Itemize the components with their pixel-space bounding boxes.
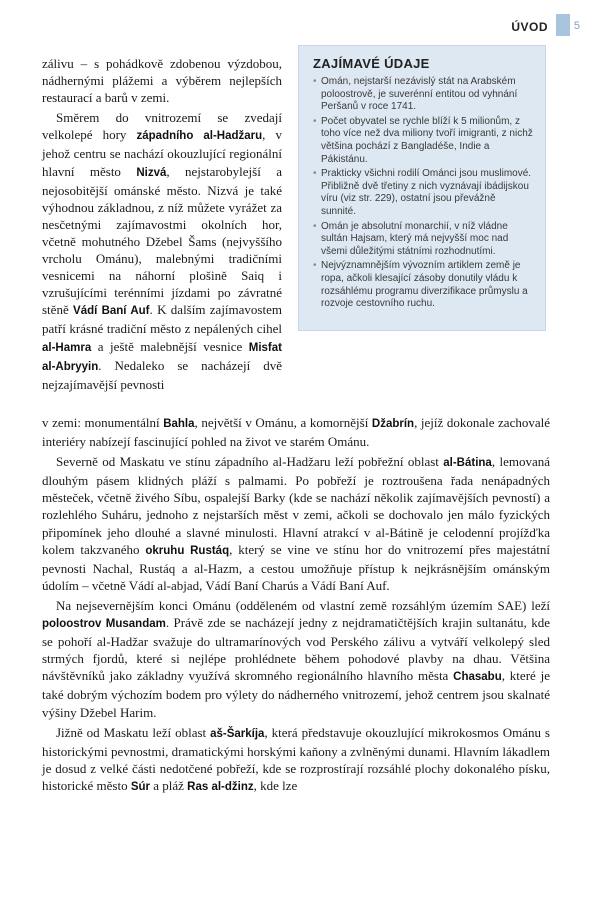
paragraph-sharqiya: [42, 724, 550, 796]
text: , v jehož centru se nachází okouzlující regionální hlavní město: [42, 127, 282, 179]
page-number-tab: [556, 14, 570, 36]
page-number: 5: [573, 20, 580, 32]
text: , která představuje okouzlující mikrokosmos Ománu s historickými pevnostmi, dramatickými horskými kaňony a zvlněnými dunami. Hlavním lákadlem je dosud z velké části nedotčené pobřeží, kde se rozprostírají rozsáhlé plochy dokonalého písku, historické město: [42, 724, 550, 793]
facts-sidebar: [298, 45, 546, 331]
place-name: Vádí Baní Auf: [73, 305, 150, 318]
paragraph-batina: [42, 453, 550, 594]
place-name: Ras al-džinz: [187, 780, 254, 793]
place-name: okruhu Rustáq: [145, 544, 230, 557]
text: Na nejsevernějším konci Ománu (odděleném od vlastní země rozsáhlým územím SAE) leží: [56, 597, 550, 613]
sidebar-title: ZAJÍMAVÉ ÚDAJE: [313, 56, 430, 71]
sidebar-item: • Omán je absolutní monarchií, v níž vládne sultán Hajsam, který má nejvyšší moc nad všemi důležitými státními rozhodnutími.: [313, 221, 533, 259]
sidebar-list: [313, 76, 533, 311]
place-name: al-Hamra: [42, 341, 92, 354]
text: . Nedaleko se nacházejí dvě nejzajímavější pevnosti: [42, 357, 282, 392]
text: a ještě malebnější vesnice: [91, 338, 249, 354]
text: , které je také dobrým výchozím bodem pro výlety do nádherného vnitrozemí, jehož centrem jsou skalnaté výšiny Džebel Harim.: [42, 668, 550, 720]
place-name: Bahla: [163, 418, 195, 430]
text: v zemi: monumentální: [42, 415, 164, 430]
sidebar-item: • Prakticky všichni rodilí Ománci jsou muslimové. Přibližně dvě třetiny z nich vyznávají ibádijskou víru (viz str. 229), ostatní jsou převážně sunnité.: [313, 168, 533, 218]
place-name: Súr: [130, 780, 150, 793]
place-name: poloostrov Musandam: [42, 618, 166, 631]
text: , největší v Ománu, a komornější: [194, 415, 372, 430]
text: , který se vine ve stínu hor do vnitrozemí přes majestátní pevnosti Nachal, Rustáq a al-Hazm, a cestou umožňuje přístup k nejkrásnějším ománským údolím – včetně Vádí al-abjad, Vádí Baní Charús a Vádí Baní Auf.: [42, 541, 550, 593]
running-head: ÚVOD: [511, 20, 548, 34]
text: , nejstarobylejší a nejosobitější ománské město. Nizvá je také výhodnou základnou, z níž můžete vyrážet za nesčetnými zajímavostmi okolních hor, včetně mohutného Džebel Šams (nejvyššího vrcholu Ománu), malebnými tradičními vesnicemi na náhorní plošině Saiq i vzrušujícími terénními jízdami po závratné stěně: [42, 163, 282, 318]
text: a pláž: [150, 777, 188, 793]
paragraph-musandam: [42, 597, 550, 721]
sidebar-item: • Nejvýznamnějším vývozním artiklem země je ropa, ačkoli klesající zásoby donutily vládu k rozsáhlému programu diverzifikace průmyslu a rozvoje cestovního ruchu.: [313, 260, 533, 310]
sidebar-item: • Počet obyvatel se rychle blíží k 5 milionům, z toho více než dva miliony tvoří imigranti, z nichž většina pochází z Bangladéše, Indie a Pákistánu.: [313, 116, 533, 166]
paragraph-continuation: zálivu – s pohádkově zdobenou výzdobou, nádhernými plážemi a výběrem nejlepších restaurací a barů v zemi.: [42, 56, 282, 106]
text: Jižně od Maskatu leží oblast: [56, 724, 211, 740]
place-name: Misfat al-Abryyin: [42, 341, 282, 373]
text: Směrem do vnitrozemí se zvedají velkolepé hory: [42, 110, 282, 143]
text: , jejíž dokonale zachovalé interiéry nabízejí fascinující pohled na život ve starém Ománu.: [42, 415, 551, 450]
text: , kde lze: [253, 777, 298, 793]
text: . Právě zde se nacházejí jedny z nejdramatičtějších krajin sultanátu, kde se pohoří al-Hadžar svažuje do ultramarínových vod Perského zálivu a vytváří velkolepý sled strmých fjordů, které si nejlépe prohlédnete během pohodové plavby na dhau. Většina návštěvníků jako základny využívá skromného regionálního hlavního města: [42, 615, 550, 684]
sidebar-item: • Omán, nejstarší nezávislý stát na Arabském poloostrově, je suverénní entitou od vyhnání Peršanů v roce 1741.: [313, 76, 533, 114]
place-name: Chasabu: [453, 671, 502, 684]
paragraph-inland-mountains: [42, 109, 282, 393]
text: . K dalším zajímavostem patří krásné tradiční město z nepálených cihel: [42, 302, 282, 337]
place-name: al-Bátina: [443, 457, 492, 470]
text: Severně od Maskatu ve stínu západního al-Hadžaru leží pobřežní oblast: [56, 454, 444, 470]
place-name: Džabrín: [371, 418, 415, 430]
body-column-narrow: [42, 55, 282, 396]
place-name: západního al-Hadžaru: [136, 130, 263, 143]
text: , lemovaná dlouhým pásem klidných pláží s palmami. Po pobřeží je roztroušena řada nenápadných městeček, včetně živého Síbu, ospalejší Barky (kde se nachází několik zajímavějších pevností) a rozlehlého Suháru, jednoho z nejstarších měst v zemi, ačkoli se dochovalo jen málo fyzických připomínek jeho dlouhé a slavné minulosti. Hlavní atrakcí v al-Bátině je celodenní projížďka kolem takzvaného: [42, 454, 550, 557]
place-name: aš-Šarkíja: [210, 727, 265, 740]
paragraph-forts: [42, 414, 550, 450]
body-column-wide: [42, 414, 550, 799]
place-name: Nizvá: [136, 166, 167, 179]
